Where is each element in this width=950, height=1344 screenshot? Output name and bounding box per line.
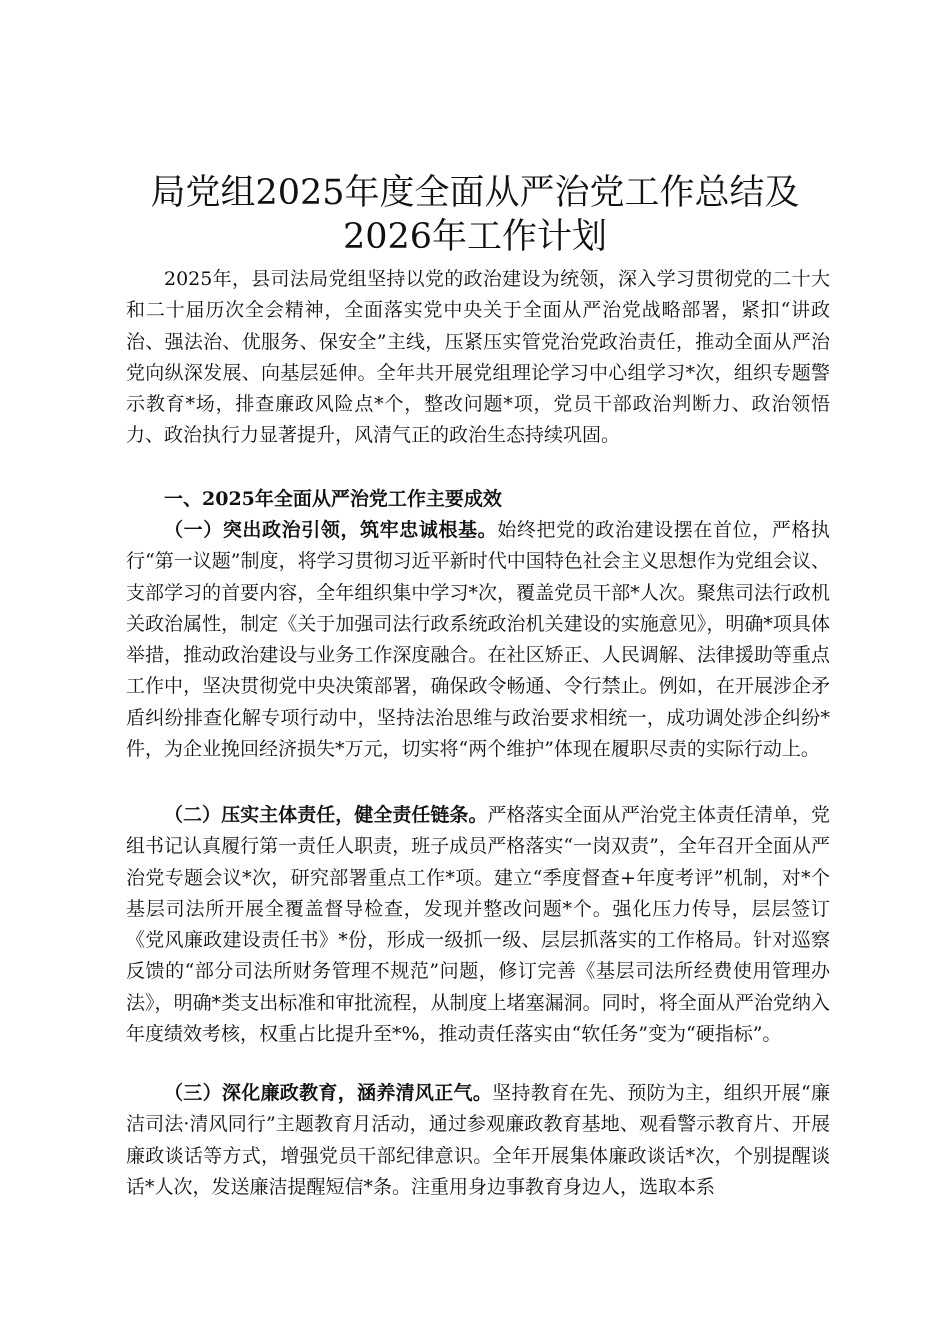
item-paragraph-3 xyxy=(126,1078,830,1203)
item-text-2: 严格落实全面从严治党主体责任清单，党组书记认真履行第一责任人职责，班子成员严格落实“一岗双责”，全年召开全面从严治党专题会议*次，研究部署重点工作*项。建立“季度督查+年度考评”机制，对*个基层司法所开展全覆盖督导检查，发现并整改问题*个。强化压力传导，层层签订《党风廉政建设责任书》*份，形成一级抓一级、层层抓落实的工作格局。针对巡察反馈的“部分司法所财务管理不规范”问题，修订完善《基层司法所经费使用管理办法》，明确*类支出标准和审批流程，从制度上堵塞漏洞。同时，将全面从严治党纳入年度绩效考核，权重占比提升至*%，推动责任落实由“软任务”变为“硬指标”。 xyxy=(126,804,830,1046)
item-paragraph-1 xyxy=(126,515,830,765)
item-paragraph-2 xyxy=(126,800,830,1050)
item-text-3: 坚持教育在先、预防为主，组织开展“廉洁司法·清风同行”主题教育月活动，通过参观廉政教育基地、观看警示教育片、开展廉政谈话等方式，增强党员干部纪律意识。全年开展集体廉政谈话*次，个别提醒谈话*人次，发送廉洁提醒短信*条。注重用身边事教育身边人，选取本系 xyxy=(126,1082,830,1198)
item-heading-1: （一）突出政治引领，筑牢忠诚根基。 xyxy=(164,519,498,541)
item-heading-2: （二）压实主体责任，健全责任链条。 xyxy=(164,804,488,826)
item-heading-3: （三）深化廉政教育，涵养清风正气。 xyxy=(164,1082,493,1104)
title-line-1: 局党组2025年度全面从严治党工作总结及 xyxy=(150,173,800,213)
title-line-2: 2026年工作计划 xyxy=(342,217,608,257)
section-heading-1: 一、2025年全面从严治党工作主要成效 xyxy=(164,488,502,510)
item-text-1: 始终把党的政治建设摆在首位，严格执行“第一议题”制度，将学习贯彻习近平新时代中国特色社会主义思想作为党组会议、支部学习的首要内容，全年组织集中学习*次，覆盖党员干部*人次。聚焦司法行政机关政治属性，制定《关于加强司法行政系统政治机关建设的实施意见》，明确*项具体举措，推动政治建设与业务工作深度融合。在社区矫正、人民调解、法律援助等重点工作中，坚决贯彻党中央决策部署，确保政令畅通、令行禁止。例如，在开展涉企矛盾纠纷排查化解专项行动中，坚持法治思维与政治要求相统一，成功调处涉企纠纷*件，为企业挽回经济损失*万元，切实将“两个维护”体现在履职尽责的实际行动上。 xyxy=(126,519,830,761)
intro-paragraph: 2025年，县司法局党组坚持以党的政治建设为统领，深入学习贯彻党的二十大和二十届历次全会精神，全面落实党中央关于全面从严治党战略部署，紧扣“讲政治、强法治、优服务、保安全”主线，压紧压实管党治党政治责任，推动全面从严治党向纵深发展、向基层延伸。全年共开展党组理论学习中心组学习*次，组织专题警示教育*场，排查廉政风险点*个，整改问题*项，党员干部政治判断力、政治领悟力、政治执行力显著提升，风清气正的政治生态持续巩固。 xyxy=(126,268,830,447)
